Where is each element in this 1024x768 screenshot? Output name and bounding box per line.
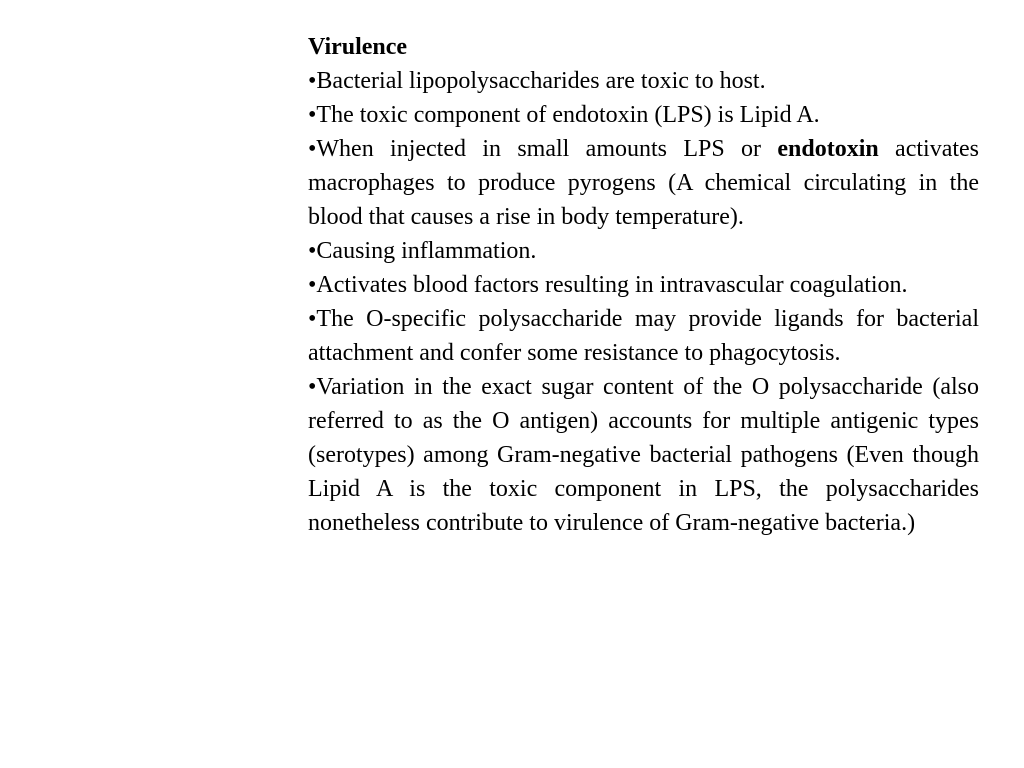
bullet-endotoxin-bold-term: endotoxin [777,136,879,162]
bullet-o-specific-polysaccharide: •The O-specific polysaccharide may provide ligands for bacterial attachment and confer some resistance to phagocytosis. [308,306,979,366]
bullet-coagulation: •Activates blood factors resulting in intravascular coagulation. [308,272,908,298]
bullet-lps-toxic: •Bacterial lipopolysaccharides are toxic to host. [308,68,766,94]
bullet-o-antigen-variation: •Variation in the exact sugar content of the O polysaccharide (also referred to as the O antigen) accounts for multiple antigenic types (serotypes) among Gram-negative bacterial pathogens (Even though Lipid A is the toxic component in LPS, the polysaccharides nonetheless contribute to virulence of Gram-negative bacteria.) [308,374,979,536]
bullet-lipid-a: •The toxic component of endotoxin (LPS) is Lipid A. [308,102,820,128]
bullet-endotoxin-pyrogens [308,132,979,234]
bullet-inflammation: •Causing inflammation. [308,238,537,264]
slide-content [308,30,979,540]
bullet-endotoxin-text-before: •When injected in small amounts LPS or [308,136,778,162]
slide-heading: Virulence [308,34,408,60]
bullet-endotoxin-text-after: activates macrophages to produce pyrogens (A chemical circulating in the blood that causes a rise in body temperature). [308,136,980,230]
